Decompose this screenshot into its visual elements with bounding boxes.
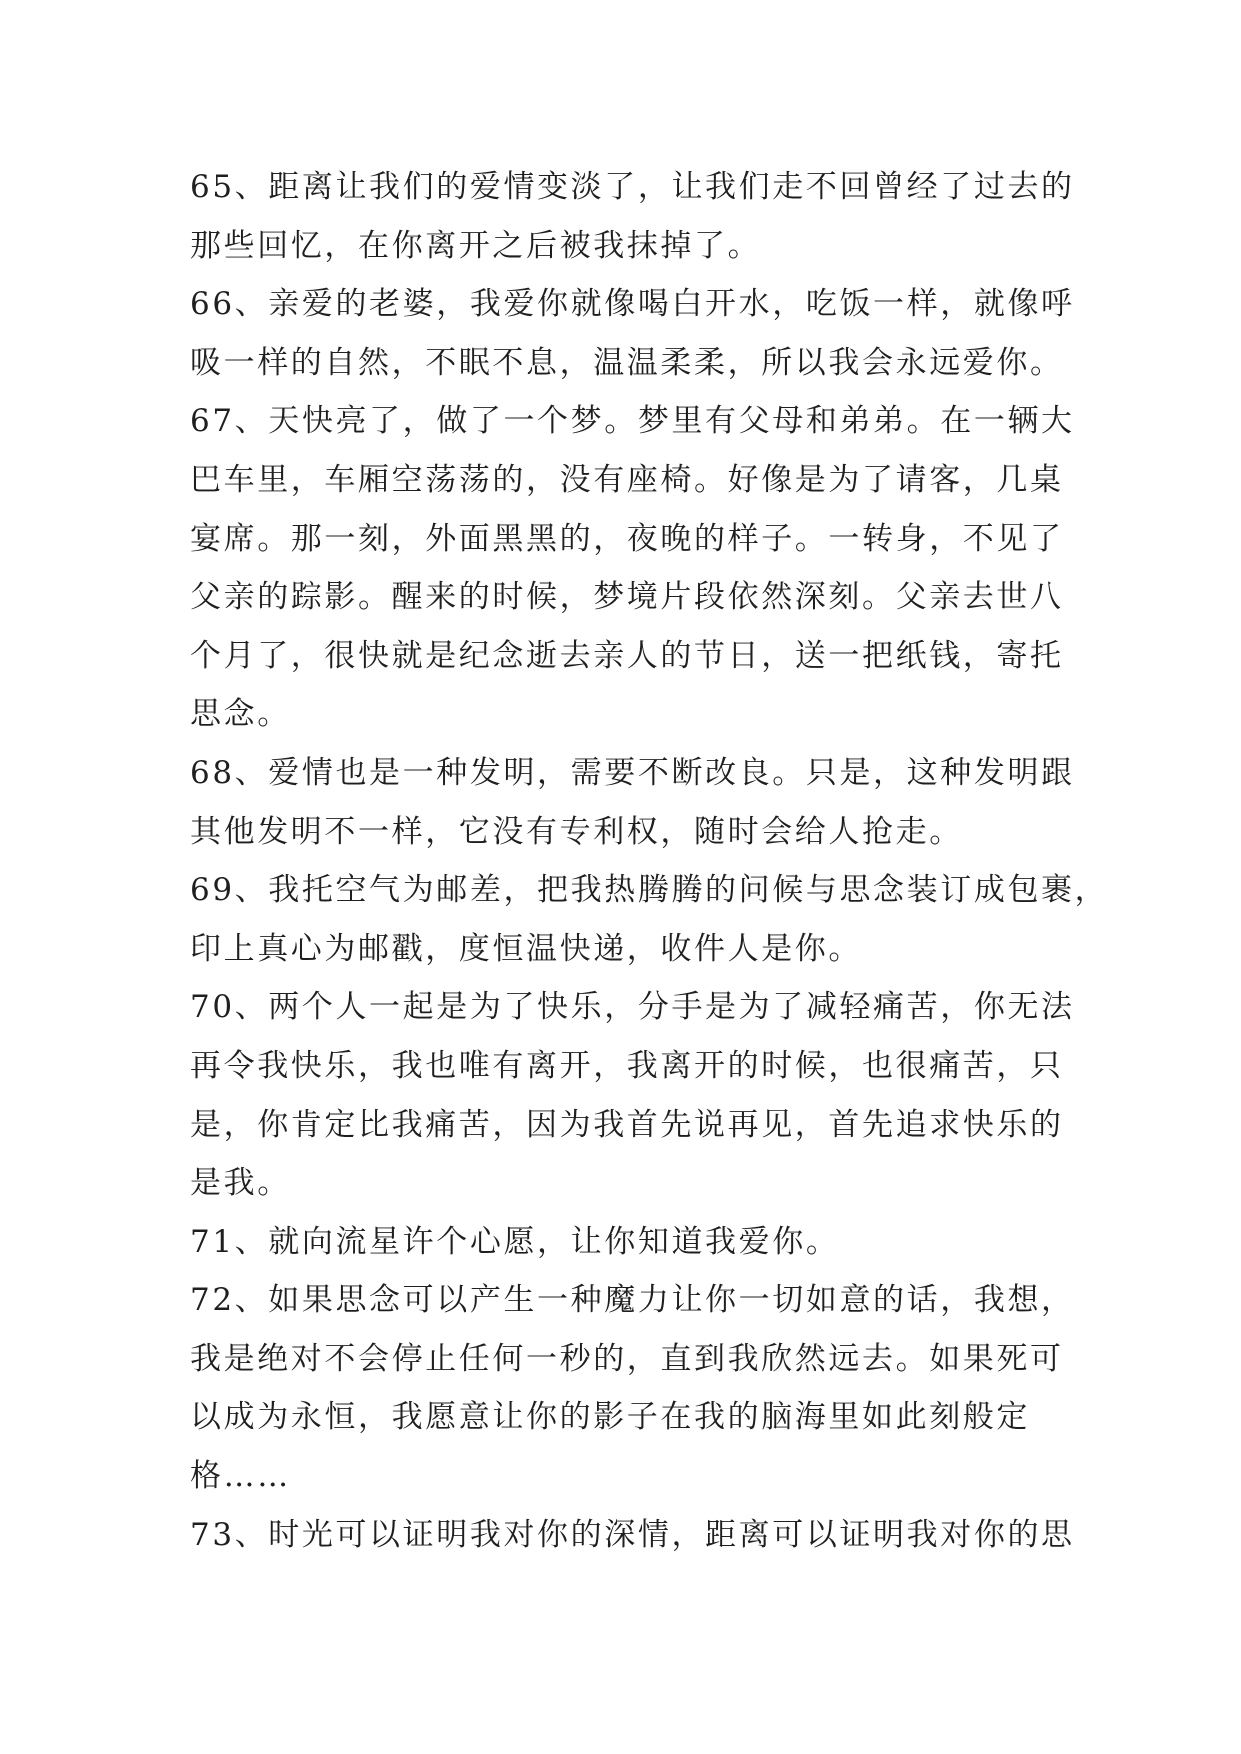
- text-line: 71、就向流星许个心愿，让你知道我爱你。: [190, 1223, 840, 1260]
- text-line: 格……: [190, 1458, 291, 1495]
- text-line: 宴席。那一刻，外面黑黑的，夜晚的样子。一转身，不见了: [190, 520, 1064, 557]
- text-body: [190, 158, 1109, 1564]
- text-line: 其他发明不一样，它没有专利权，随时会给人抢走。: [190, 813, 963, 850]
- text-line: 70、两个人一起是为了快乐，分手是为了减轻痛苦，你无法: [190, 989, 1075, 1026]
- text-line: 是，你肯定比我痛苦，因为我首先说再见，首先追求快乐的: [190, 1106, 1064, 1143]
- text-line: 父亲的踪影。醒来的时候，梦境片段依然深刻。父亲去世八: [190, 579, 1064, 616]
- text-line: 69、我托空气为邮差，把我热腾腾的问候与思念装订成包裹，: [190, 872, 1109, 909]
- text-line: 68、爱情也是一种发明，需要不断改良。只是，这种发明跟: [190, 754, 1075, 791]
- text-line: 以成为永恒，我愿意让你的影子在我的脑海里如此刻般定: [190, 1399, 1030, 1436]
- text-line: 66、亲爱的老婆，我爱你就像喝白开水，吃饭一样，就像呼: [190, 286, 1075, 323]
- text-line: 是我。: [190, 1165, 291, 1202]
- text-line: 65、距离让我们的爱情变淡了，让我们走不回曾经了过去的: [190, 169, 1075, 205]
- text-line: 印上真心为邮戳，度恒温快递，收件人是你。: [190, 930, 862, 967]
- text-line: 思念。: [190, 696, 291, 733]
- text-line: 再令我快乐，我也唯有离开，我离开的时候，也很痛苦，只: [190, 1047, 1064, 1084]
- text-line: 67、天快亮了，做了一个梦。梦里有父母和弟弟。在一辆大: [190, 403, 1075, 440]
- text-line: 吸一样的自然，不眠不息，温温柔柔，所以我会永远爱你。: [190, 344, 1064, 381]
- text-line: 个月了，很快就是纪念逝去亲人的节日，送一把纸钱，寄托: [190, 637, 1064, 674]
- text-line: 巴车里，车厢空荡荡的，没有座椅。好像是为了请客，几桌: [190, 461, 1064, 498]
- text-line: 我是绝对不会停止任何一秒的，直到我欣然远去。如果死可: [190, 1340, 1064, 1377]
- text-line: 73、时光可以证明我对你的深情，距离可以证明我对你的思: [190, 1516, 1075, 1553]
- text-line: 那些回忆，在你离开之后被我抹掉了。: [190, 227, 762, 264]
- text-line: 72、如果思念可以产生一种魔力让你一切如意的话，我想，: [190, 1282, 1075, 1319]
